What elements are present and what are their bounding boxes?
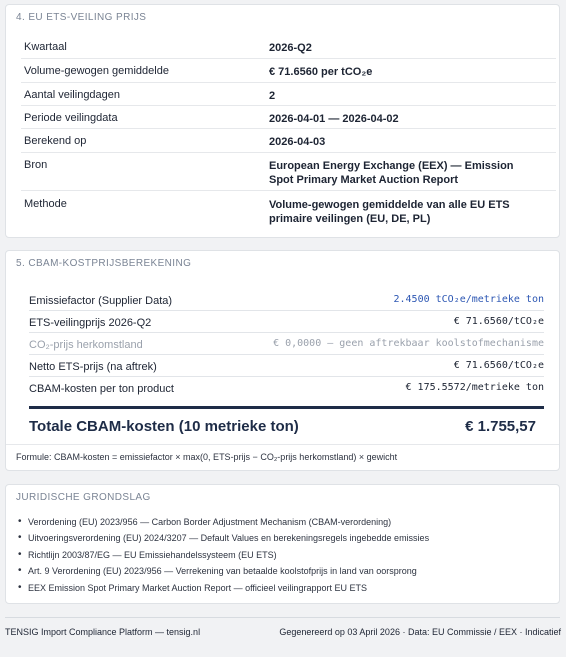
cbam-row-origin-co2-price	[29, 333, 544, 355]
row-value: 2026-04-03	[269, 136, 326, 148]
ets-auction-price-section	[5, 4, 560, 238]
row-label: Kwartaal	[24, 41, 67, 53]
section-title: JURIDISCHE GRONDSLAG	[16, 492, 151, 503]
ets-row-method	[21, 191, 556, 231]
row-label: CBAM-kosten per ton product	[29, 383, 174, 395]
row-label: Periode veilingdata	[24, 112, 118, 124]
row-value: 2026-04-01 — 2026-04-02	[269, 113, 399, 125]
total-value: € 1.755,57	[465, 418, 536, 435]
list-item: • Uitvoeringsverordening (EU) 2024/3207 — Default Values en berekeningsregels ingebedde emissies	[18, 533, 429, 549]
footer-divider	[5, 617, 560, 618]
list-item: • Art. 9 Verordening (EU) 2023/956 — Verrekening van betaalde koolstofprijs in land van oorsprong	[18, 566, 429, 582]
formula-text: Formule: CBAM-kosten = emissiefactor × max(0, ETS-prijs − CO₂-prijs herkomstland) × gewicht	[16, 452, 398, 462]
row-value: € 0,0000 — geen aftrekbaar koolstofmechanisme	[273, 338, 544, 349]
row-label: Aantal veilingdagen	[24, 89, 121, 101]
row-value: European Energy Exchange (EEX) — Emission Spot Primary Market Auction Report	[269, 160, 514, 186]
row-value: € 71.6560/tCO₂e	[453, 316, 544, 327]
row-label: CO₂-prijs herkomstland	[29, 339, 143, 351]
cbam-row-net-ets-price	[29, 355, 544, 377]
divider	[6, 444, 559, 445]
footer-platform: TENSIG Import Compliance Platform — tensig.nl	[5, 627, 201, 637]
ets-row-auction-days	[21, 83, 556, 106]
total-divider	[29, 406, 544, 409]
total-label: Totale CBAM-kosten (10 metrieke ton)	[29, 418, 299, 435]
row-label: Netto ETS-prijs (na aftrek)	[29, 361, 157, 373]
list-item: • Richtlijn 2003/87/EG — EU Emissiehandelssysteem (EU ETS)	[18, 550, 429, 566]
legal-basis-section	[5, 484, 560, 604]
ets-row-period	[21, 106, 556, 129]
row-label: Berekend op	[24, 135, 87, 147]
ets-row-weighted-average	[21, 59, 556, 83]
row-value: 2026-Q2	[269, 42, 312, 54]
row-value: 2	[269, 90, 276, 102]
ets-row-source	[21, 153, 556, 191]
ets-row-quarter	[21, 35, 556, 59]
list-item: • Verordening (EU) 2023/956 — Carbon Border Adjustment Mechanism (CBAM-verordening)	[18, 517, 429, 533]
row-value: Volume-gewogen gemiddelde van alle EU ETS primaire veilingen (EU, DE, PL)	[269, 199, 510, 225]
cbam-cost-calculation-section	[5, 250, 560, 471]
section-title: 5. CBAM-KOSTPRIJSBEREKENING	[16, 258, 192, 269]
list-item: • EEX Emission Spot Primary Market Auction Report — officieel veilingrapport EU ETS	[18, 583, 429, 599]
row-label: Methode	[24, 198, 67, 210]
cbam-row-emission-factor	[29, 289, 544, 311]
row-value: € 71.6560 per tCO₂e	[269, 66, 373, 78]
row-label: ETS-veilingprijs 2026-Q2	[29, 317, 152, 329]
row-value: € 175.5572/metrieke ton	[405, 382, 544, 393]
ets-row-calculated-on	[21, 129, 556, 153]
legal-list	[18, 517, 429, 599]
row-label: Emissiefactor (Supplier Data)	[29, 295, 173, 307]
row-label: Bron	[24, 159, 48, 171]
row-label: Volume-gewogen gemiddelde	[24, 65, 169, 77]
footer-generated: Gegenereerd op 03 April 2026 · Data: EU Commissie / EEX · Indicatief	[279, 627, 561, 637]
row-value: € 71.6560/tCO₂e	[453, 360, 544, 371]
cbam-row-cost-per-ton	[29, 377, 544, 399]
cbam-row-ets-price	[29, 311, 544, 333]
section-title: 4. EU ETS-VEILING PRIJS	[16, 12, 147, 23]
row-value: 2.4500 tCO₂e/metrieke ton	[393, 294, 544, 305]
